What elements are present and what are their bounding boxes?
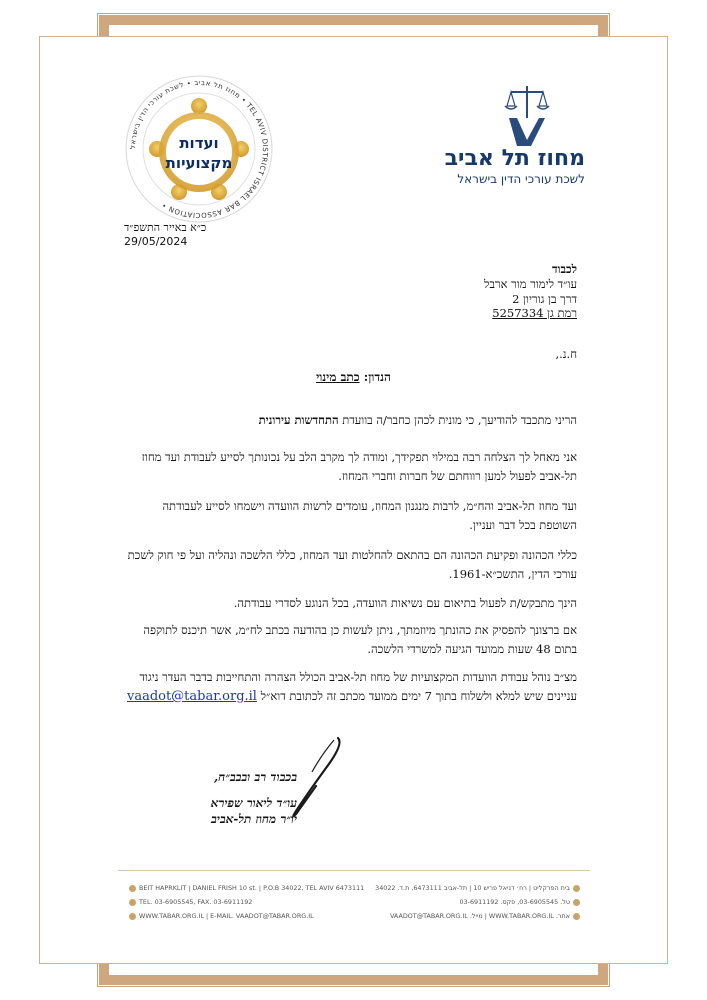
footer-left-web-text: WWW.TABAR.ORG.IL | E-MAIL. VAADOT@TABAR.ORG.IL [139, 912, 314, 920]
phone-icon [573, 899, 580, 906]
footer-left-phone [126, 898, 252, 906]
footer-divider [118, 870, 590, 871]
seal-title-line2: מקצועיות [165, 154, 233, 172]
gregorian-date: 29/05/2024 [124, 235, 188, 248]
footer-right-phone [460, 898, 583, 906]
body-paragraph-7 [125, 668, 577, 706]
subject-value: כתב מינוי [316, 370, 360, 384]
body-paragraph-6: אם ברצונך להפסיק את כהונתך מיוזמתך, ניתן לעשות כן בהודעה בכתב לח״מ, אשר תיכנס לתוקפה בתום 48 שעות ממועד הגיעה למשרדי הלשכה. [143, 623, 577, 656]
subject-label: הנדון: [363, 370, 391, 384]
body-paragraph-1 [125, 411, 577, 430]
scales-of-justice-icon [503, 82, 551, 148]
seal-title-line1: ועדות [179, 134, 219, 152]
body-paragraph-2: אני מאחל לך הצלחה רבה במילוי תפקידך, ומודה לך מקרב הלב על נכונותך לסייע לעבודת ועד מחוז תל-אביב לפעול למען רווחתם של חברות וחברי המחוז. [141, 450, 577, 483]
footer-left-web [126, 912, 314, 920]
phone-icon [129, 899, 136, 906]
footer-right-address [375, 884, 583, 892]
location-pin-icon [573, 885, 580, 892]
signatory-name: עו״ד ליאור שפירא [210, 796, 297, 810]
seal-ring-text: מחוז תל אביב • לשכת עורכי הדין בישראל • TEL AVIV DISTRICT ISRAEL BAR ASSOCIATION • [128, 78, 270, 220]
location-pin-icon [129, 885, 136, 892]
signature-closing: בכבוד רב ובבב״ח, [213, 770, 297, 784]
footer-right-web [390, 912, 583, 920]
district-logo-subtitle: לשכת עורכי הדין בישראל [457, 172, 585, 186]
footer-right-phone-text: טל. 03-6905545, פקס. 03-6911192 [459, 898, 570, 906]
body-paragraph-3: ועד מחוז תל-אביב והח״מ, לרבות מנגנון המחוז, עומדים לרשות הוועדה וישמחו לסייע לעבודתה השוטפת בכל דבר ועניין. [162, 499, 577, 532]
footer-left-address-text: BEIT HAPRKLIT | DANIEL FRISH 10 st. | P.O.B 34022, TEL AVIV 6473111 [139, 884, 365, 892]
recipient-city: רמת גן 5257334 [492, 306, 577, 320]
subject-line [0, 370, 707, 385]
p1-text: הריני מתכבד להודיעך, כי מונית לכהן כחבר/ה בוועדת [342, 413, 577, 427]
globe-icon [129, 913, 136, 920]
footer-left-address [126, 884, 364, 892]
committees-seal-logo [124, 74, 274, 224]
recipient-name: עו״ד לימור מור ארבל [484, 277, 577, 291]
footer-left-phone-text: TEL. 03-6905545, FAX. 03-6911192 [139, 898, 253, 906]
body-paragraph-4: כללי הכהונה ופקיעת הכהונה הם בהתאם להחלטות ועד המחוז, כללי הלשכה ונהליה ועל פי חוק לשכת עורכי הדין, התשכ״א-1961. [127, 548, 577, 581]
committee-name: התחדשות עירונית [258, 413, 339, 427]
p7-text: מצ״ב נוהל עבודת הוועדות המקצועיות של מחוז תל-אביב הכולל הצהרה והתחייבות בדבר העדר ניגוד עניינים שיש למלא ולשלוח בתוך 7 ימים ממועד מכתב זה לכתובת דוא״ל [139, 670, 577, 703]
body-paragraph-5: הינך מתבקש/ת לפעול בתיאום עם נשיאות הוועדה, בכל הנוגע לסדרי עבודתה. [233, 596, 577, 610]
signatory-title: יו״ר מחוז תל-אביב [211, 812, 297, 826]
greeting: ח.נ., [555, 347, 577, 361]
hebrew-date: כ״א באייר התשפ״ד [124, 221, 207, 234]
footer-right-address-text: בית הפרקליט | רח׳ דניאל פריש 10 | תל-אביב 6473111, ת.ד. 34022 [375, 884, 570, 892]
globe-icon [573, 913, 580, 920]
address-salutation: לכבוד [551, 262, 577, 276]
footer-right-web-text: אתר. WWW.TABAR.ORG.IL | מייל. VAADOT@TABAR.ORG.IL [389, 912, 570, 920]
district-logo-title: מחוז תל אביב [444, 146, 585, 171]
recipient-street: דרך בן גוריון 2 [512, 292, 577, 306]
email-link[interactable]: vaadot@tabar.org.il [126, 689, 257, 704]
